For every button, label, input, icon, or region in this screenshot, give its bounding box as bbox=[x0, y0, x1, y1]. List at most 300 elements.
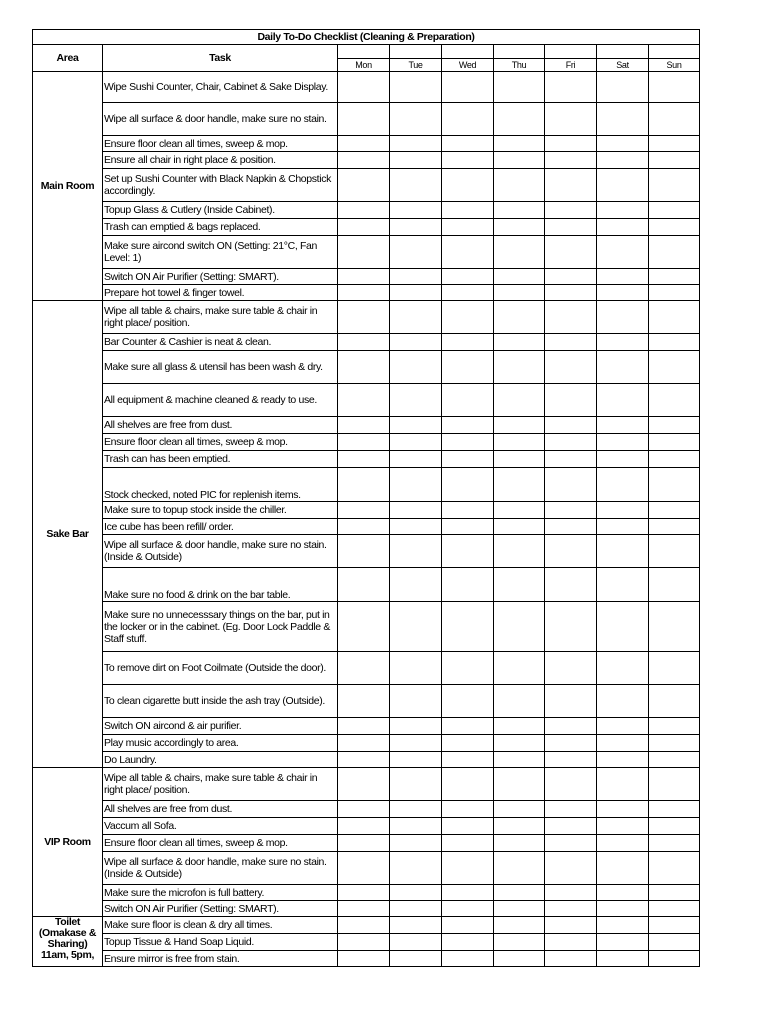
check-cell-tue[interactable] bbox=[390, 885, 442, 901]
check-cell-wed[interactable] bbox=[442, 285, 494, 301]
check-cell-wed[interactable] bbox=[442, 72, 494, 103]
check-cell-fri[interactable] bbox=[545, 519, 597, 535]
area-cell: Toilet (Omakase & Sharing) 11am, 5pm, bbox=[33, 917, 103, 967]
check-cell-mon[interactable] bbox=[338, 72, 390, 103]
table-row bbox=[33, 818, 700, 835]
check-cell-sun[interactable] bbox=[649, 236, 700, 269]
table-row bbox=[33, 735, 700, 752]
check-cell-wed[interactable] bbox=[442, 351, 494, 384]
check-cell-mon[interactable] bbox=[338, 917, 390, 934]
check-cell-fri[interactable] bbox=[545, 718, 597, 735]
task-cell: Wipe all surface & door handle, make sure no stain. bbox=[103, 103, 338, 136]
check-cell-tue[interactable] bbox=[390, 169, 442, 202]
check-cell-wed[interactable] bbox=[442, 652, 494, 685]
day-header-mon: Mon bbox=[338, 59, 390, 72]
check-cell-fri[interactable] bbox=[545, 301, 597, 334]
check-cell-fri[interactable] bbox=[545, 885, 597, 901]
check-cell-mon[interactable] bbox=[338, 885, 390, 901]
check-cell-tue[interactable] bbox=[390, 535, 442, 568]
check-cell-tue[interactable] bbox=[390, 417, 442, 434]
check-cell-fri[interactable] bbox=[545, 852, 597, 885]
check-cell-fri[interactable] bbox=[545, 136, 597, 152]
check-cell-sat[interactable] bbox=[597, 818, 649, 835]
check-cell-tue[interactable] bbox=[390, 852, 442, 885]
check-cell-mon[interactable] bbox=[338, 752, 390, 768]
task-cell: Make sure aircond switch ON (Setting: 21°C, Fan Level: 1) bbox=[103, 236, 338, 269]
check-cell-sun[interactable] bbox=[649, 451, 700, 468]
check-cell-mon[interactable] bbox=[338, 152, 390, 169]
check-cell-mon[interactable] bbox=[338, 934, 390, 951]
check-cell-sun[interactable] bbox=[649, 735, 700, 752]
check-cell-wed[interactable] bbox=[442, 752, 494, 768]
check-cell-sun[interactable] bbox=[649, 685, 700, 718]
check-cell-sun[interactable] bbox=[649, 535, 700, 568]
check-cell-sun[interactable] bbox=[649, 652, 700, 685]
check-cell-thu[interactable] bbox=[494, 852, 545, 885]
table-row bbox=[33, 535, 700, 568]
check-cell-sun[interactable] bbox=[649, 801, 700, 818]
check-cell-fri[interactable] bbox=[545, 535, 597, 568]
check-cell-sun[interactable] bbox=[649, 169, 700, 202]
check-cell-sun[interactable] bbox=[649, 269, 700, 285]
check-cell-tue[interactable] bbox=[390, 103, 442, 136]
check-cell-thu[interactable] bbox=[494, 901, 545, 917]
check-cell-thu[interactable] bbox=[494, 236, 545, 269]
check-cell-tue[interactable] bbox=[390, 951, 442, 967]
check-cell-mon[interactable] bbox=[338, 835, 390, 852]
check-cell-thu[interactable] bbox=[494, 103, 545, 136]
check-cell-sun[interactable] bbox=[649, 136, 700, 152]
day-header-fri: Fri bbox=[545, 59, 597, 72]
check-cell-sat[interactable] bbox=[597, 468, 649, 502]
check-cell-fri[interactable] bbox=[545, 801, 597, 818]
check-cell-fri[interactable] bbox=[545, 351, 597, 384]
check-cell-sat[interactable] bbox=[597, 934, 649, 951]
check-cell-sun[interactable] bbox=[649, 768, 700, 801]
check-cell-wed[interactable] bbox=[442, 269, 494, 285]
check-cell-mon[interactable] bbox=[338, 685, 390, 718]
table-row bbox=[33, 885, 700, 901]
check-cell-wed[interactable] bbox=[442, 519, 494, 535]
check-cell-mon[interactable] bbox=[338, 801, 390, 818]
check-cell-tue[interactable] bbox=[390, 269, 442, 285]
check-cell-fri[interactable] bbox=[545, 269, 597, 285]
check-cell-thu[interactable] bbox=[494, 285, 545, 301]
check-cell-fri[interactable] bbox=[545, 451, 597, 468]
check-cell-mon[interactable] bbox=[338, 901, 390, 917]
check-cell-sat[interactable] bbox=[597, 202, 649, 219]
task-cell: Trash can emptied & bags replaced. bbox=[103, 219, 338, 236]
check-cell-sat[interactable] bbox=[597, 219, 649, 236]
check-cell-mon[interactable] bbox=[338, 535, 390, 568]
check-cell-mon[interactable] bbox=[338, 768, 390, 801]
table-row bbox=[33, 417, 700, 434]
check-cell-mon[interactable] bbox=[338, 219, 390, 236]
check-cell-tue[interactable] bbox=[390, 301, 442, 334]
check-cell-tue[interactable] bbox=[390, 718, 442, 735]
check-cell-sun[interactable] bbox=[649, 951, 700, 967]
check-cell-thu[interactable] bbox=[494, 152, 545, 169]
check-cell-fri[interactable] bbox=[545, 152, 597, 169]
check-cell-sat[interactable] bbox=[597, 652, 649, 685]
check-cell-sat[interactable] bbox=[597, 735, 649, 752]
check-cell-wed[interactable] bbox=[442, 219, 494, 236]
check-cell-thu[interactable] bbox=[494, 718, 545, 735]
check-cell-mon[interactable] bbox=[338, 236, 390, 269]
check-cell-sun[interactable] bbox=[649, 519, 700, 535]
check-cell-mon[interactable] bbox=[338, 652, 390, 685]
check-cell-thu[interactable] bbox=[494, 801, 545, 818]
check-cell-sun[interactable] bbox=[649, 818, 700, 835]
check-cell-mon[interactable] bbox=[338, 103, 390, 136]
check-cell-tue[interactable] bbox=[390, 801, 442, 818]
check-cell-mon[interactable] bbox=[338, 434, 390, 451]
check-cell-sun[interactable] bbox=[649, 417, 700, 434]
check-cell-sat[interactable] bbox=[597, 885, 649, 901]
check-cell-thu[interactable] bbox=[494, 752, 545, 768]
check-cell-mon[interactable] bbox=[338, 301, 390, 334]
table-row bbox=[33, 951, 700, 967]
check-cell-tue[interactable] bbox=[390, 236, 442, 269]
check-cell-tue[interactable] bbox=[390, 334, 442, 351]
check-cell-thu[interactable] bbox=[494, 136, 545, 152]
check-cell-fri[interactable] bbox=[545, 202, 597, 219]
check-cell-fri[interactable] bbox=[545, 901, 597, 917]
check-cell-sun[interactable] bbox=[649, 718, 700, 735]
check-cell-thu[interactable] bbox=[494, 468, 545, 502]
check-cell-tue[interactable] bbox=[390, 219, 442, 236]
check-cell-wed[interactable] bbox=[442, 136, 494, 152]
task-cell: To remove dirt on Foot Coilmate (Outside the door). bbox=[103, 652, 338, 685]
check-cell-mon[interactable] bbox=[338, 502, 390, 519]
check-cell-mon[interactable] bbox=[338, 269, 390, 285]
check-cell-fri[interactable] bbox=[545, 334, 597, 351]
check-cell-sat[interactable] bbox=[597, 236, 649, 269]
check-cell-thu[interactable] bbox=[494, 301, 545, 334]
check-cell-sat[interactable] bbox=[597, 301, 649, 334]
check-cell-sat[interactable] bbox=[597, 951, 649, 967]
check-cell-mon[interactable] bbox=[338, 136, 390, 152]
check-cell-sun[interactable] bbox=[649, 885, 700, 901]
check-cell-mon[interactable] bbox=[338, 285, 390, 301]
task-cell: Switch ON aircond & air purifier. bbox=[103, 718, 338, 735]
check-cell-mon[interactable] bbox=[338, 351, 390, 384]
check-cell-wed[interactable] bbox=[442, 735, 494, 752]
check-cell-tue[interactable] bbox=[390, 934, 442, 951]
check-cell-thu[interactable] bbox=[494, 384, 545, 417]
check-cell-mon[interactable] bbox=[338, 951, 390, 967]
check-cell-thu[interactable] bbox=[494, 451, 545, 468]
check-cell-fri[interactable] bbox=[545, 818, 597, 835]
check-cell-tue[interactable] bbox=[390, 384, 442, 417]
check-cell-sun[interactable] bbox=[649, 384, 700, 417]
check-cell-fri[interactable] bbox=[545, 685, 597, 718]
check-cell-mon[interactable] bbox=[338, 417, 390, 434]
table-row bbox=[33, 103, 700, 136]
check-cell-sun[interactable] bbox=[649, 502, 700, 519]
check-cell-sat[interactable] bbox=[597, 103, 649, 136]
check-cell-fri[interactable] bbox=[545, 236, 597, 269]
check-cell-thu[interactable] bbox=[494, 602, 545, 652]
check-cell-sat[interactable] bbox=[597, 602, 649, 652]
check-cell-thu[interactable] bbox=[494, 334, 545, 351]
check-cell-sun[interactable] bbox=[649, 434, 700, 451]
table-row bbox=[33, 917, 700, 934]
check-cell-fri[interactable] bbox=[545, 835, 597, 852]
check-cell-thu[interactable] bbox=[494, 568, 545, 602]
check-cell-sat[interactable] bbox=[597, 535, 649, 568]
check-cell-tue[interactable] bbox=[390, 835, 442, 852]
check-cell-fri[interactable] bbox=[545, 735, 597, 752]
check-cell-thu[interactable] bbox=[494, 652, 545, 685]
check-cell-wed[interactable] bbox=[442, 852, 494, 885]
check-cell-wed[interactable] bbox=[442, 768, 494, 801]
check-cell-wed[interactable] bbox=[442, 502, 494, 519]
check-cell-mon[interactable] bbox=[338, 735, 390, 752]
check-cell-tue[interactable] bbox=[390, 685, 442, 718]
check-cell-wed[interactable] bbox=[442, 384, 494, 417]
check-cell-sun[interactable] bbox=[649, 835, 700, 852]
check-cell-sat[interactable] bbox=[597, 269, 649, 285]
check-cell-thu[interactable] bbox=[494, 519, 545, 535]
check-cell-sun[interactable] bbox=[649, 568, 700, 602]
check-cell-thu[interactable] bbox=[494, 934, 545, 951]
check-cell-fri[interactable] bbox=[545, 417, 597, 434]
check-cell-thu[interactable] bbox=[494, 951, 545, 967]
check-cell-sat[interactable] bbox=[597, 801, 649, 818]
check-cell-tue[interactable] bbox=[390, 152, 442, 169]
check-cell-sat[interactable] bbox=[597, 502, 649, 519]
check-cell-wed[interactable] bbox=[442, 434, 494, 451]
check-cell-fri[interactable] bbox=[545, 72, 597, 103]
check-cell-fri[interactable] bbox=[545, 934, 597, 951]
task-cell: Make sure no food & drink on the bar table. bbox=[103, 568, 338, 602]
task-cell: Stock checked, noted PIC for replenish items. bbox=[103, 468, 338, 502]
check-cell-sat[interactable] bbox=[597, 718, 649, 735]
table-row bbox=[33, 72, 700, 103]
check-cell-thu[interactable] bbox=[494, 768, 545, 801]
check-cell-sun[interactable] bbox=[649, 852, 700, 885]
table-row bbox=[33, 801, 700, 818]
check-cell-tue[interactable] bbox=[390, 652, 442, 685]
check-cell-sun[interactable] bbox=[649, 285, 700, 301]
check-cell-mon[interactable] bbox=[338, 852, 390, 885]
check-cell-thu[interactable] bbox=[494, 269, 545, 285]
blank-header-cell bbox=[649, 45, 700, 59]
check-cell-sat[interactable] bbox=[597, 568, 649, 602]
check-cell-sun[interactable] bbox=[649, 901, 700, 917]
check-cell-sun[interactable] bbox=[649, 468, 700, 502]
table-row bbox=[33, 768, 700, 801]
check-cell-fri[interactable] bbox=[545, 652, 597, 685]
check-cell-thu[interactable] bbox=[494, 219, 545, 236]
task-cell: Trash can has been emptied. bbox=[103, 451, 338, 468]
check-cell-wed[interactable] bbox=[442, 301, 494, 334]
check-cell-sat[interactable] bbox=[597, 519, 649, 535]
table-row bbox=[33, 169, 700, 202]
check-cell-wed[interactable] bbox=[442, 417, 494, 434]
check-cell-thu[interactable] bbox=[494, 735, 545, 752]
check-cell-fri[interactable] bbox=[545, 219, 597, 236]
check-cell-sun[interactable] bbox=[649, 602, 700, 652]
table-row bbox=[33, 384, 700, 417]
check-cell-tue[interactable] bbox=[390, 735, 442, 752]
check-cell-sat[interactable] bbox=[597, 417, 649, 434]
check-cell-mon[interactable] bbox=[338, 451, 390, 468]
check-cell-thu[interactable] bbox=[494, 685, 545, 718]
check-cell-tue[interactable] bbox=[390, 602, 442, 652]
check-cell-sat[interactable] bbox=[597, 351, 649, 384]
task-cell: Ensure all chair in right place & position. bbox=[103, 152, 338, 169]
check-cell-thu[interactable] bbox=[494, 72, 545, 103]
check-cell-sat[interactable] bbox=[597, 136, 649, 152]
check-cell-thu[interactable] bbox=[494, 417, 545, 434]
check-cell-tue[interactable] bbox=[390, 519, 442, 535]
check-cell-sat[interactable] bbox=[597, 768, 649, 801]
check-cell-sun[interactable] bbox=[649, 103, 700, 136]
check-cell-wed[interactable] bbox=[442, 535, 494, 568]
check-cell-wed[interactable] bbox=[442, 801, 494, 818]
check-cell-sat[interactable] bbox=[597, 152, 649, 169]
check-cell-sun[interactable] bbox=[649, 917, 700, 934]
check-cell-sat[interactable] bbox=[597, 917, 649, 934]
check-cell-fri[interactable] bbox=[545, 285, 597, 301]
check-cell-fri[interactable] bbox=[545, 568, 597, 602]
check-cell-sat[interactable] bbox=[597, 835, 649, 852]
area-header: Area bbox=[33, 45, 103, 72]
check-cell-wed[interactable] bbox=[442, 835, 494, 852]
check-cell-tue[interactable] bbox=[390, 434, 442, 451]
check-cell-wed[interactable] bbox=[442, 885, 494, 901]
check-cell-mon[interactable] bbox=[338, 169, 390, 202]
check-cell-wed[interactable] bbox=[442, 917, 494, 934]
check-cell-wed[interactable] bbox=[442, 568, 494, 602]
check-cell-thu[interactable] bbox=[494, 917, 545, 934]
check-cell-wed[interactable] bbox=[442, 951, 494, 967]
check-cell-sat[interactable] bbox=[597, 752, 649, 768]
check-cell-fri[interactable] bbox=[545, 752, 597, 768]
check-cell-tue[interactable] bbox=[390, 72, 442, 103]
check-cell-sat[interactable] bbox=[597, 334, 649, 351]
check-cell-fri[interactable] bbox=[545, 468, 597, 502]
task-cell: Make sure all glass & utensil has been wash & dry. bbox=[103, 351, 338, 384]
check-cell-sun[interactable] bbox=[649, 152, 700, 169]
check-cell-sat[interactable] bbox=[597, 852, 649, 885]
task-cell: Topup Tissue & Hand Soap Liquid. bbox=[103, 934, 338, 951]
check-cell-fri[interactable] bbox=[545, 502, 597, 519]
check-cell-tue[interactable] bbox=[390, 502, 442, 519]
check-cell-fri[interactable] bbox=[545, 169, 597, 202]
check-cell-fri[interactable] bbox=[545, 103, 597, 136]
check-cell-tue[interactable] bbox=[390, 917, 442, 934]
check-cell-tue[interactable] bbox=[390, 818, 442, 835]
check-cell-tue[interactable] bbox=[390, 752, 442, 768]
check-cell-wed[interactable] bbox=[442, 818, 494, 835]
check-cell-sat[interactable] bbox=[597, 285, 649, 301]
check-cell-thu[interactable] bbox=[494, 835, 545, 852]
check-cell-mon[interactable] bbox=[338, 519, 390, 535]
check-cell-wed[interactable] bbox=[442, 103, 494, 136]
check-cell-wed[interactable] bbox=[442, 468, 494, 502]
check-cell-fri[interactable] bbox=[545, 951, 597, 967]
check-cell-mon[interactable] bbox=[338, 384, 390, 417]
check-cell-thu[interactable] bbox=[494, 502, 545, 519]
check-cell-fri[interactable] bbox=[545, 384, 597, 417]
check-cell-sun[interactable] bbox=[649, 72, 700, 103]
check-cell-sat[interactable] bbox=[597, 384, 649, 417]
check-cell-fri[interactable] bbox=[545, 917, 597, 934]
check-cell-sun[interactable] bbox=[649, 752, 700, 768]
check-cell-mon[interactable] bbox=[338, 334, 390, 351]
check-cell-sat[interactable] bbox=[597, 434, 649, 451]
check-cell-wed[interactable] bbox=[442, 334, 494, 351]
check-cell-sat[interactable] bbox=[597, 72, 649, 103]
check-cell-sun[interactable] bbox=[649, 219, 700, 236]
check-cell-sat[interactable] bbox=[597, 901, 649, 917]
check-cell-fri[interactable] bbox=[545, 768, 597, 801]
check-cell-mon[interactable] bbox=[338, 202, 390, 219]
check-cell-tue[interactable] bbox=[390, 568, 442, 602]
check-cell-thu[interactable] bbox=[494, 351, 545, 384]
check-cell-fri[interactable] bbox=[545, 434, 597, 451]
check-cell-mon[interactable] bbox=[338, 468, 390, 502]
check-cell-thu[interactable] bbox=[494, 169, 545, 202]
check-cell-tue[interactable] bbox=[390, 468, 442, 502]
check-cell-wed[interactable] bbox=[442, 202, 494, 219]
table-row bbox=[33, 934, 700, 951]
check-cell-mon[interactable] bbox=[338, 568, 390, 602]
check-cell-wed[interactable] bbox=[442, 169, 494, 202]
check-cell-tue[interactable] bbox=[390, 285, 442, 301]
check-cell-tue[interactable] bbox=[390, 901, 442, 917]
check-cell-wed[interactable] bbox=[442, 602, 494, 652]
check-cell-sun[interactable] bbox=[649, 934, 700, 951]
check-cell-wed[interactable] bbox=[442, 152, 494, 169]
check-cell-tue[interactable] bbox=[390, 451, 442, 468]
check-cell-thu[interactable] bbox=[494, 535, 545, 568]
check-cell-sat[interactable] bbox=[597, 169, 649, 202]
table-row bbox=[33, 434, 700, 451]
check-cell-mon[interactable] bbox=[338, 602, 390, 652]
check-cell-tue[interactable] bbox=[390, 351, 442, 384]
check-cell-sat[interactable] bbox=[597, 451, 649, 468]
check-cell-fri[interactable] bbox=[545, 602, 597, 652]
check-cell-wed[interactable] bbox=[442, 236, 494, 269]
check-cell-mon[interactable] bbox=[338, 718, 390, 735]
table-row bbox=[33, 652, 700, 685]
check-cell-sun[interactable] bbox=[649, 351, 700, 384]
check-cell-thu[interactable] bbox=[494, 818, 545, 835]
check-cell-thu[interactable] bbox=[494, 434, 545, 451]
check-cell-wed[interactable] bbox=[442, 451, 494, 468]
check-cell-wed[interactable] bbox=[442, 718, 494, 735]
check-cell-tue[interactable] bbox=[390, 136, 442, 152]
task-cell: Prepare hot towel & finger towel. bbox=[103, 285, 338, 301]
check-cell-thu[interactable] bbox=[494, 202, 545, 219]
check-cell-mon[interactable] bbox=[338, 818, 390, 835]
check-cell-sun[interactable] bbox=[649, 301, 700, 334]
check-cell-tue[interactable] bbox=[390, 202, 442, 219]
check-cell-sun[interactable] bbox=[649, 334, 700, 351]
task-cell: All shelves are free from dust. bbox=[103, 801, 338, 818]
check-cell-wed[interactable] bbox=[442, 901, 494, 917]
check-cell-thu[interactable] bbox=[494, 885, 545, 901]
check-cell-sat[interactable] bbox=[597, 685, 649, 718]
check-cell-wed[interactable] bbox=[442, 685, 494, 718]
check-cell-wed[interactable] bbox=[442, 934, 494, 951]
check-cell-sun[interactable] bbox=[649, 202, 700, 219]
check-cell-tue[interactable] bbox=[390, 768, 442, 801]
